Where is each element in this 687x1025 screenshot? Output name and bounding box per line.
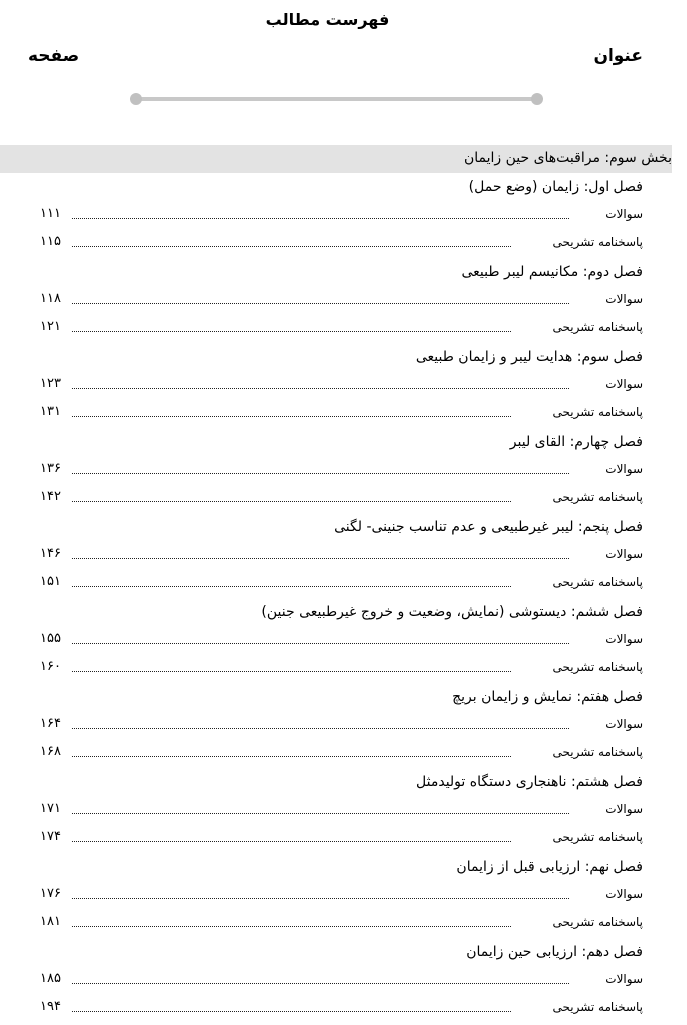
answers-label: پاسخنامه تشریحی — [552, 235, 643, 249]
dot-leader — [72, 1011, 511, 1012]
questions-label: سوالات — [605, 377, 643, 391]
dot-leader — [72, 671, 511, 672]
questions-page-number: ۱۸۵ — [40, 971, 64, 986]
chapter-entry — [0, 260, 687, 345]
dot-leader — [72, 388, 569, 389]
questions-entry[interactable] — [40, 544, 643, 566]
questions-page-number: ۱۲۳ — [40, 376, 64, 391]
chapter-entry — [0, 175, 687, 260]
questions-entry[interactable] — [40, 969, 643, 991]
dot-leader — [72, 303, 569, 304]
page-column-header: صفحه — [28, 46, 80, 66]
answers-page-number: ۱۹۴ — [40, 999, 64, 1014]
answers-label: پاسخنامه تشریحی — [552, 575, 643, 589]
chapter-entry — [0, 515, 687, 600]
answers-page-number: ۱۴۲ — [40, 489, 64, 504]
questions-page-number: ۱۱۱ — [40, 206, 64, 221]
chapter-entry — [0, 345, 687, 430]
chapter-entry — [0, 855, 687, 940]
questions-label: سوالات — [605, 632, 643, 646]
questions-entry[interactable] — [40, 459, 643, 481]
chapter-title[interactable]: فصل چهارم: القای لیبر — [509, 434, 643, 450]
questions-label: سوالات — [605, 207, 643, 221]
answers-label: پاسخنامه تشریحی — [552, 915, 643, 929]
chapter-title[interactable]: فصل دهم: ارزیابی حین زایمان — [466, 944, 643, 960]
questions-label: سوالات — [605, 887, 643, 901]
questions-label: سوالات — [605, 802, 643, 816]
questions-entry[interactable] — [40, 799, 643, 821]
dot-leader — [72, 983, 569, 984]
questions-page-number: ۱۷۶ — [40, 886, 64, 901]
table-of-contents — [0, 175, 687, 1025]
dot-leader — [72, 728, 569, 729]
questions-entry[interactable] — [40, 629, 643, 651]
questions-label: سوالات — [605, 292, 643, 306]
questions-entry[interactable] — [40, 204, 643, 226]
chapter-title[interactable]: فصل هفتم: نمایش و زایمان بریچ — [452, 689, 643, 705]
answers-label: پاسخنامه تشریحی — [552, 1000, 643, 1014]
answers-entry[interactable] — [40, 487, 643, 509]
answers-label: پاسخنامه تشریحی — [552, 745, 643, 759]
answers-entry[interactable] — [40, 572, 643, 594]
answers-entry[interactable] — [40, 997, 643, 1019]
answers-page-number: ۱۲۱ — [40, 319, 64, 334]
dot-leader — [72, 501, 511, 502]
answers-label: پاسخنامه تشریحی — [552, 490, 643, 504]
dot-leader — [72, 331, 511, 332]
divider-dot-left — [130, 93, 142, 105]
chapter-title[interactable]: فصل پنجم: لیبر غیرطبیعی و عدم تناسب جنینی- لگنی — [334, 519, 643, 535]
answers-page-number: ۱۳۱ — [40, 404, 64, 419]
chapter-entry — [0, 600, 687, 685]
questions-page-number: ۱۵۵ — [40, 631, 64, 646]
answers-page-number: ۱۶۸ — [40, 744, 64, 759]
answers-label: پاسخنامه تشریحی — [552, 660, 643, 674]
answers-label: پاسخنامه تشریحی — [552, 830, 643, 844]
dot-leader — [72, 416, 511, 417]
chapter-entry — [0, 770, 687, 855]
chapter-title[interactable]: فصل ششم: دیستوشی (نمایش، وضعیت و خروج غیرطبیعی جنین) — [261, 604, 643, 620]
page-title: فهرست مطالب — [265, 10, 390, 29]
dot-leader — [72, 756, 511, 757]
answers-page-number: ۱۱۵ — [40, 234, 64, 249]
dot-leader — [72, 926, 511, 927]
answers-label: پاسخنامه تشریحی — [552, 405, 643, 419]
questions-page-number: ۱۶۴ — [40, 716, 64, 731]
divider-line — [135, 97, 538, 101]
dot-leader — [72, 558, 569, 559]
chapter-entry — [0, 430, 687, 515]
answers-page-number: ۱۷۴ — [40, 829, 64, 844]
questions-label: سوالات — [605, 717, 643, 731]
answers-entry[interactable] — [40, 232, 643, 254]
chapter-title[interactable]: فصل اول: زایمان (وضع حمل) — [468, 179, 643, 195]
questions-entry[interactable] — [40, 374, 643, 396]
chapter-title[interactable]: فصل سوم: هدایت لیبر و زایمان طبیعی — [415, 349, 643, 365]
answers-label: پاسخنامه تشریحی — [552, 320, 643, 334]
answers-entry[interactable] — [40, 402, 643, 424]
answers-page-number: ۱۸۱ — [40, 914, 64, 929]
answers-entry[interactable] — [40, 827, 643, 849]
dot-leader — [72, 841, 511, 842]
dot-leader — [72, 898, 569, 899]
answers-entry[interactable] — [40, 742, 643, 764]
dot-leader — [72, 643, 569, 644]
answers-entry[interactable] — [40, 657, 643, 679]
dot-leader — [72, 246, 511, 247]
questions-page-number: ۱۱۸ — [40, 291, 64, 306]
questions-entry[interactable] — [40, 884, 643, 906]
chapter-title[interactable]: فصل دوم: مکانیسم لیبر طبیعی — [461, 264, 643, 280]
answers-entry[interactable] — [40, 912, 643, 934]
dot-leader — [72, 813, 569, 814]
title-column-header: عنوان — [593, 46, 643, 66]
questions-label: سوالات — [605, 972, 643, 986]
answers-page-number: ۱۶۰ — [40, 659, 64, 674]
questions-entry[interactable] — [40, 714, 643, 736]
questions-page-number: ۱۳۶ — [40, 461, 64, 476]
divider-dot-right — [531, 93, 543, 105]
chapter-title[interactable]: فصل هشتم: ناهنجاری دستگاه تولیدمثل — [416, 774, 643, 790]
dot-leader — [72, 473, 569, 474]
questions-label: سوالات — [605, 547, 643, 561]
chapter-entry — [0, 685, 687, 770]
dot-leader — [72, 218, 569, 219]
answers-entry[interactable] — [40, 317, 643, 339]
chapter-title[interactable]: فصل نهم: ارزیابی قبل از زایمان — [456, 859, 643, 875]
questions-label: سوالات — [605, 462, 643, 476]
chapter-entry — [0, 940, 687, 1025]
dot-leader — [72, 586, 511, 587]
answers-page-number: ۱۵۱ — [40, 574, 64, 589]
section-title: بخش سوم: مراقبت‌های حین زایمان — [463, 150, 672, 166]
questions-entry[interactable] — [40, 289, 643, 311]
questions-page-number: ۱۷۱ — [40, 801, 64, 816]
questions-page-number: ۱۴۶ — [40, 546, 64, 561]
